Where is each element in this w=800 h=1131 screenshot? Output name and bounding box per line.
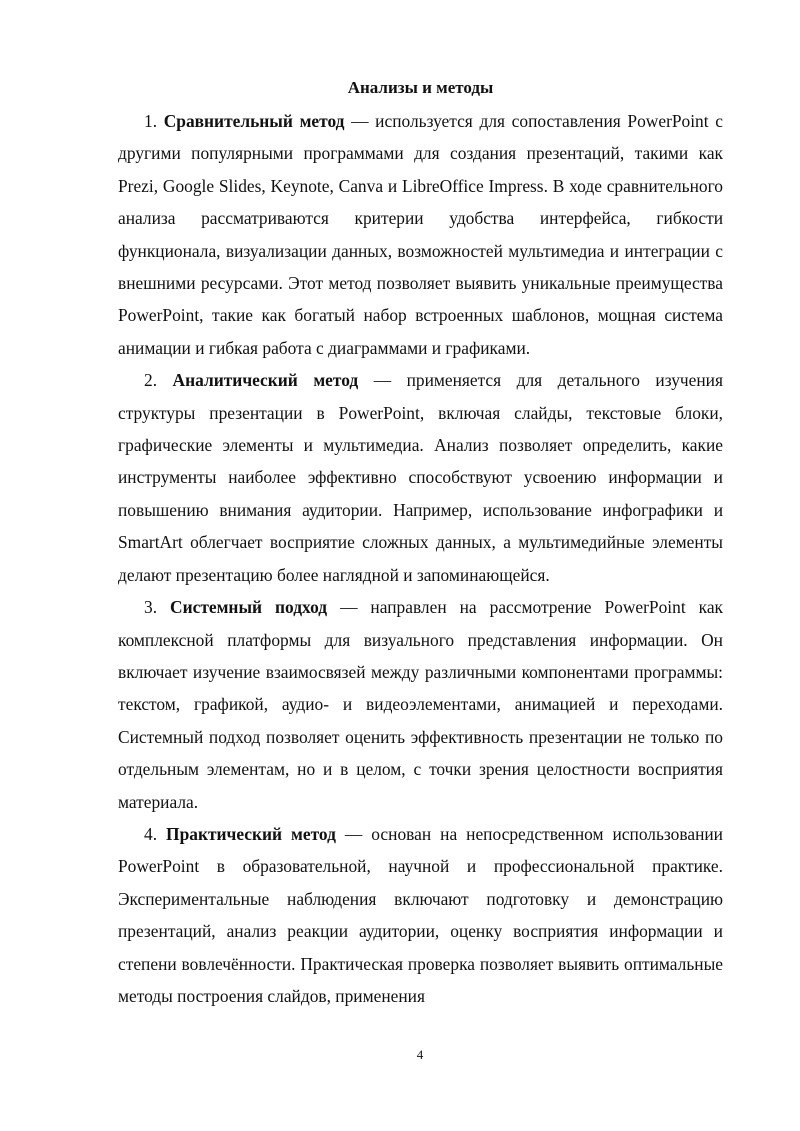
section-heading: Анализы и методы bbox=[347, 78, 494, 97]
document-page bbox=[118, 74, 723, 1012]
paragraph-analytical-method bbox=[118, 364, 723, 591]
paragraph-comparative-method bbox=[118, 105, 723, 364]
paragraph-text: — основан на непосредственном использовании PowerPoint в образовательной, научной и профессиональной практике. Экспериментальные наблюдения включают подготовку и демонстрацию презентаций, анализ реакции аудитории, оценку восприятия информации и степени вовлечённости. Практическая проверка позволяет выявить оптимальные методы построения слайдов, применения bbox=[118, 823, 723, 1006]
paragraph-text: — применяется для детального изучения структуры презентации в PowerPoint, включая слайды, текстовые блоки, графические элементы и мультимедиа. Анализ позволяет определить, какие инструменты наиболее эффективно способствуют усвоению информации и повышению внимания аудитории. Например, использование инфографики и SmartArt облегчает восприятие сложных данных, а мультимедийные элементы делают презентацию более наглядной и запоминающейся. bbox=[118, 370, 723, 585]
method-term: Аналитический метод bbox=[172, 370, 359, 391]
page-number: 4 bbox=[416, 1047, 424, 1062]
paragraph-text: — направлен на рассмотрение PowerPoint как комплексной платформы для визуального представления информации. Он включает изучение взаимосвязей между различными компонентами программы: текстом, графикой, аудио- и видеоэлементами, анимацией и переходами. Системный подход позволяет оценить эффективность презентации не только по отдельным элементам, но и в целом, с точки зрения целостности восприятия материала. bbox=[118, 597, 723, 812]
paragraph-text: — используется для сопоставления PowerPoint с другими популярными программами для создания презентаций, такими как Prezi, Google Slides, Keynote, Canva и LibreOffice Impress. В ходе сравнительного анализа рассматриваются критерии удобства интерфейса, гибкости функционала, визуализации данных, возможностей мультимедиа и интеграции с внешними ресурсами. Этот метод позволяет выявить уникальные преимущества PowerPoint, такие как богатый набор встроенных шаблонов, мощная система анимации и гибкая работа с диаграммами и графиками. bbox=[118, 111, 723, 358]
paragraph-number: 3. bbox=[144, 597, 158, 618]
paragraph-practical-method bbox=[118, 818, 723, 1012]
paragraph-number: 4. bbox=[144, 823, 158, 844]
paragraph-number: 1. bbox=[144, 111, 158, 131]
method-term: Сравнительный метод bbox=[163, 111, 345, 131]
paragraph-system-approach bbox=[118, 591, 723, 818]
paragraph-number: 2. bbox=[144, 370, 158, 391]
method-term: Системный подход bbox=[170, 597, 328, 618]
method-term: Практический метод bbox=[166, 823, 336, 844]
